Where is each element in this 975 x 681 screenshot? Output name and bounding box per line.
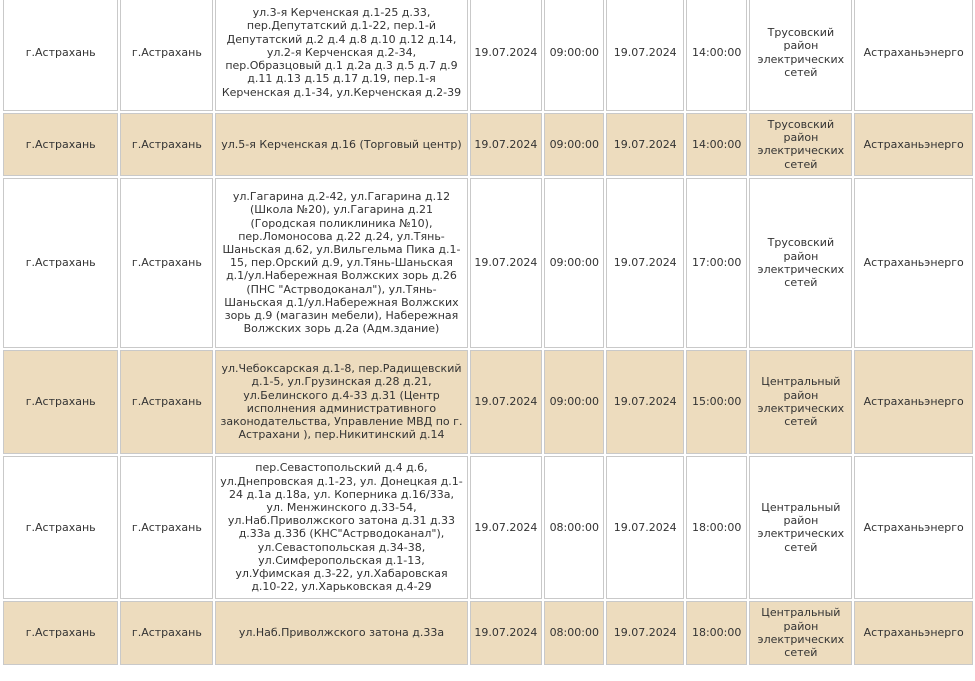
table-row — [3, 601, 973, 665]
start-date-cell: 19.07.2024 — [470, 113, 543, 176]
city-cell: г.Астрахань — [3, 456, 118, 599]
city-cell: г.Астрахань — [3, 601, 118, 665]
start-date-cell: 19.07.2024 — [470, 350, 543, 454]
end-date-cell: 19.07.2024 — [606, 456, 684, 599]
company-cell: Астраханьэнерго — [854, 113, 973, 176]
end-time-cell: 14:00:00 — [686, 0, 747, 111]
city-cell: г.Астрахань — [3, 0, 118, 111]
address-cell: ул.5-я Керченская д.16 (Торговый центр) — [215, 113, 467, 176]
end-date-cell: 19.07.2024 — [606, 113, 684, 176]
end-time-cell: 18:00:00 — [686, 601, 747, 665]
address-cell: ул.3-я Керченская д.1-25 д.33, пер.Депутатский д.1-22, пер.1-й Депутатский д.2 д.4 д.8 д.10 д.12 д.14, ул.2-я Керченская д.2-34, пер.Образцовый д.1 д.2а д.3 д.5 д.7 д.9 д.11 д.13 д.15 д.17 д.19, пер.1-я Керченская д.1-34, ул.Керченская д.2-39 — [215, 0, 467, 111]
start-time-cell: 08:00:00 — [544, 601, 604, 665]
locality-cell: г.Астрахань — [120, 178, 213, 348]
start-date-cell: 19.07.2024 — [470, 0, 543, 111]
table-row — [3, 456, 973, 599]
company-cell: Астраханьэнерго — [854, 601, 973, 665]
end-time-cell: 18:00:00 — [686, 456, 747, 599]
district-cell: Трусовский район электрических сетей — [749, 0, 852, 111]
table-row — [3, 0, 973, 111]
start-date-cell: 19.07.2024 — [470, 178, 543, 348]
start-time-cell: 09:00:00 — [544, 113, 604, 176]
district-cell: Трусовский район электрических сетей — [749, 113, 852, 176]
outage-schedule-table — [1, 0, 975, 667]
city-cell: г.Астрахань — [3, 113, 118, 176]
company-cell: Астраханьэнерго — [854, 0, 973, 111]
address-cell: ул.Чебоксарская д.1-8, пер.Радищевский д.1-5, ул.Грузинская д.28 д.21, ул.Белинского д.4-33 д.31 (Центр исполнения административного законодательства, Управление МВД по г. Астрахани ), пер.Никитинский д.14 — [215, 350, 467, 454]
district-cell: Трусовский район электрических сетей — [749, 178, 852, 348]
start-time-cell: 09:00:00 — [544, 0, 604, 111]
city-cell: г.Астрахань — [3, 350, 118, 454]
table-row — [3, 113, 973, 176]
locality-cell: г.Астрахань — [120, 601, 213, 665]
table-row — [3, 350, 973, 454]
city-cell: г.Астрахань — [3, 178, 118, 348]
start-date-cell: 19.07.2024 — [470, 456, 543, 599]
district-cell: Центральный район электрических сетей — [749, 601, 852, 665]
end-date-cell: 19.07.2024 — [606, 350, 684, 454]
address-cell: ул.Гагарина д.2-42, ул.Гагарина д.12 (Школа №20), ул.Гагарина д.21 (Городская поликлиника №10), пер.Ломоносова д.22 д.24, ул.Тянь-Шаньская д.62, ул.Вильгельма Пика д.1-15, пер.Орский д.9, ул.Тянь-Шаньская д.1/ул.Набережная Волжских зорь д.26 (ПНС "Астрводоканал"), ул.Тянь-Шаньская д.1/ул.Набережная Волжских зорь д.9 (магазин мебели), Набережная Волжских зорь д.2а (Адм.здание) — [215, 178, 467, 348]
locality-cell: г.Астрахань — [120, 350, 213, 454]
company-cell: Астраханьэнерго — [854, 178, 973, 348]
end-date-cell: 19.07.2024 — [606, 0, 684, 111]
start-time-cell: 09:00:00 — [544, 178, 604, 348]
district-cell: Центральный район электрических сетей — [749, 350, 852, 454]
address-cell: пер.Севастопольский д.4 д.6, ул.Днепровская д.1-23, ул. Донецкая д.1-24 д.1а д.18а, ул. Коперника д.16/33а, ул. Менжинского д.33-54, ул.Наб.Приволжского затона д.31 д.33 д.33а д.33б (КНС"Астрводоканал"), ул.Севастопольская д.34-38, ул.Симферопольская д.1-13, ул.Уфимская д.3-22, ул.Хабаровская д.10-22, ул.Харьковская д.4-29 — [215, 456, 467, 599]
end-date-cell: 19.07.2024 — [606, 178, 684, 348]
end-date-cell: 19.07.2024 — [606, 601, 684, 665]
start-date-cell: 19.07.2024 — [470, 601, 543, 665]
locality-cell: г.Астрахань — [120, 113, 213, 176]
company-cell: Астраханьэнерго — [854, 350, 973, 454]
table-row — [3, 178, 973, 348]
start-time-cell: 08:00:00 — [544, 456, 604, 599]
address-cell: ул.Наб.Приволжского затона д.33а — [215, 601, 467, 665]
district-cell: Центральный район электрических сетей — [749, 456, 852, 599]
end-time-cell: 17:00:00 — [686, 178, 747, 348]
locality-cell: г.Астрахань — [120, 456, 213, 599]
start-time-cell: 09:00:00 — [544, 350, 604, 454]
end-time-cell: 14:00:00 — [686, 113, 747, 176]
end-time-cell: 15:00:00 — [686, 350, 747, 454]
locality-cell: г.Астрахань — [120, 0, 213, 111]
company-cell: Астраханьэнерго — [854, 456, 973, 599]
